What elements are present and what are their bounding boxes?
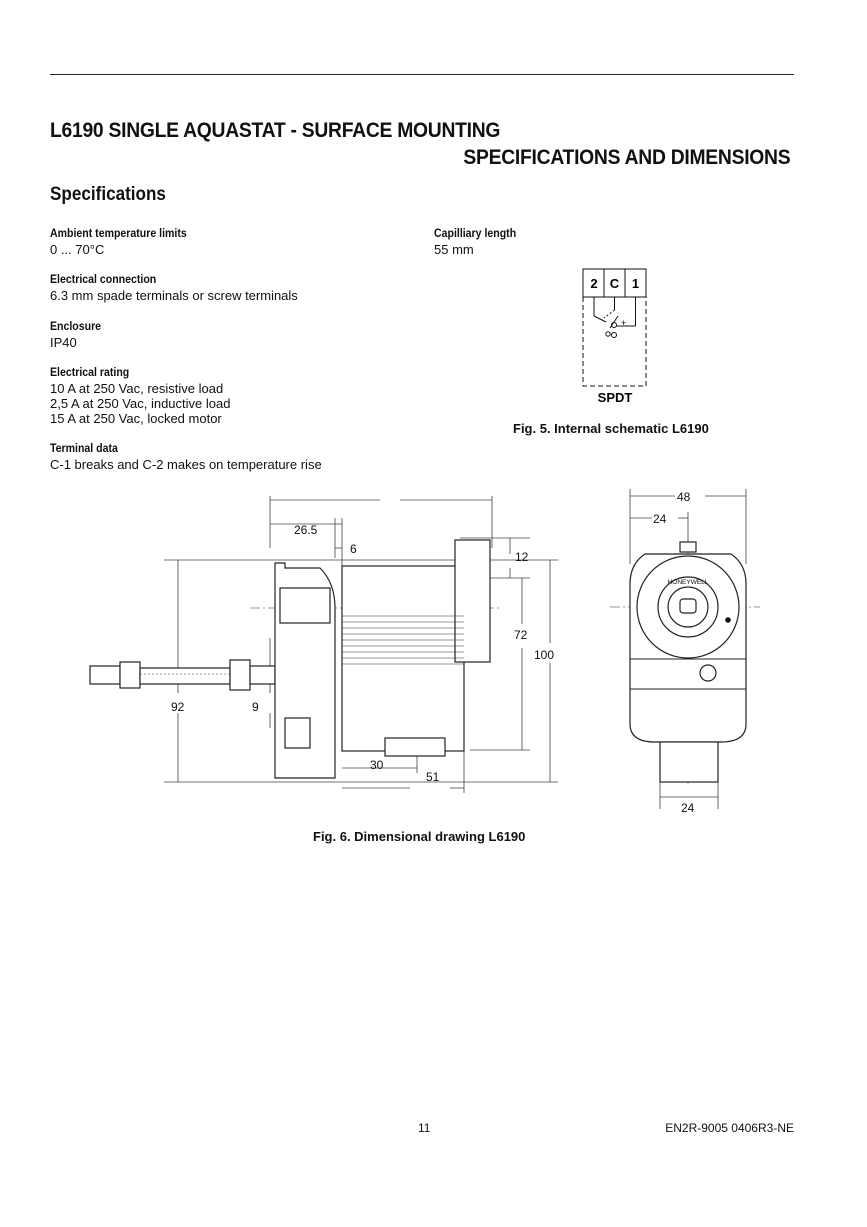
dim-92: 92 [171, 700, 185, 714]
spec-enclosure [50, 319, 108, 350]
dim-24-top: 24 [653, 512, 667, 526]
spec-value: 2,5 A at 250 Vac, inductive load [50, 396, 231, 411]
section-heading: Specifications [50, 184, 166, 205]
spec-electrical-connection [50, 272, 298, 303]
dim-48: 48 [677, 490, 691, 504]
spec-value: 6.3 mm spade terminals or screw terminals [50, 288, 298, 303]
side-view-drawing [80, 488, 570, 808]
dim-100: 100 [534, 648, 555, 662]
dim-51: 51 [426, 770, 440, 784]
document-code: EN2R-9005 0406R3-NE [665, 1121, 794, 1135]
spec-label: Enclosure [50, 319, 102, 333]
dim-30: 30 [370, 758, 384, 772]
spec-ambient [50, 226, 205, 257]
dim-26-5: 26.5 [294, 523, 318, 537]
spec-label: Terminal data [50, 441, 118, 455]
dim-6: 6 [350, 542, 357, 556]
terminal-1-label: 1 [631, 276, 640, 291]
spec-value: 55 mm [434, 242, 474, 257]
spec-label: Electrical rating [50, 365, 130, 379]
spec-label: Electrical connection [50, 272, 157, 286]
spec-label: Capilliary length [434, 226, 517, 240]
spec-capillary [434, 226, 527, 257]
front-view-drawing [600, 484, 770, 820]
page-number: 11 [418, 1121, 431, 1135]
terminal-c-label: C [609, 276, 620, 291]
spec-label: Ambient temperature limits [50, 226, 187, 240]
dimensional-caption: Fig. 6. Dimensional drawing L6190 [313, 829, 526, 844]
dial-brand: HONEYWELL [667, 579, 709, 586]
terminal-2-label: 2 [590, 276, 598, 291]
dim-24-bottom: 24 [681, 801, 695, 815]
spdt-label: SPDT [597, 390, 633, 405]
plus-label: + [621, 318, 627, 328]
spec-electrical-rating [50, 365, 230, 426]
top-rule [50, 74, 794, 75]
spec-terminal-data [50, 441, 322, 472]
page-title: L6190 SINGLE AQUASTAT - SURFACE MOUNTING [50, 119, 501, 142]
dim-72: 72 [514, 628, 528, 642]
spec-value: 0 ... 70°C [50, 242, 105, 257]
schematic-caption: Fig. 5. Internal schematic L6190 [513, 421, 709, 436]
spec-value: C-1 breaks and C-2 makes on temperature rise [50, 457, 322, 472]
page-subtitle: SPECIFICATIONS AND DIMENSIONS [463, 146, 790, 169]
spec-value: 15 A at 250 Vac, locked motor [50, 411, 222, 426]
dim-12: 12 [515, 550, 529, 564]
internal-schematic [578, 264, 658, 410]
dim-9: 9 [252, 700, 259, 714]
spec-value: IP40 [50, 335, 77, 350]
spec-value: 10 A at 250 Vac, resistive load [50, 381, 224, 396]
